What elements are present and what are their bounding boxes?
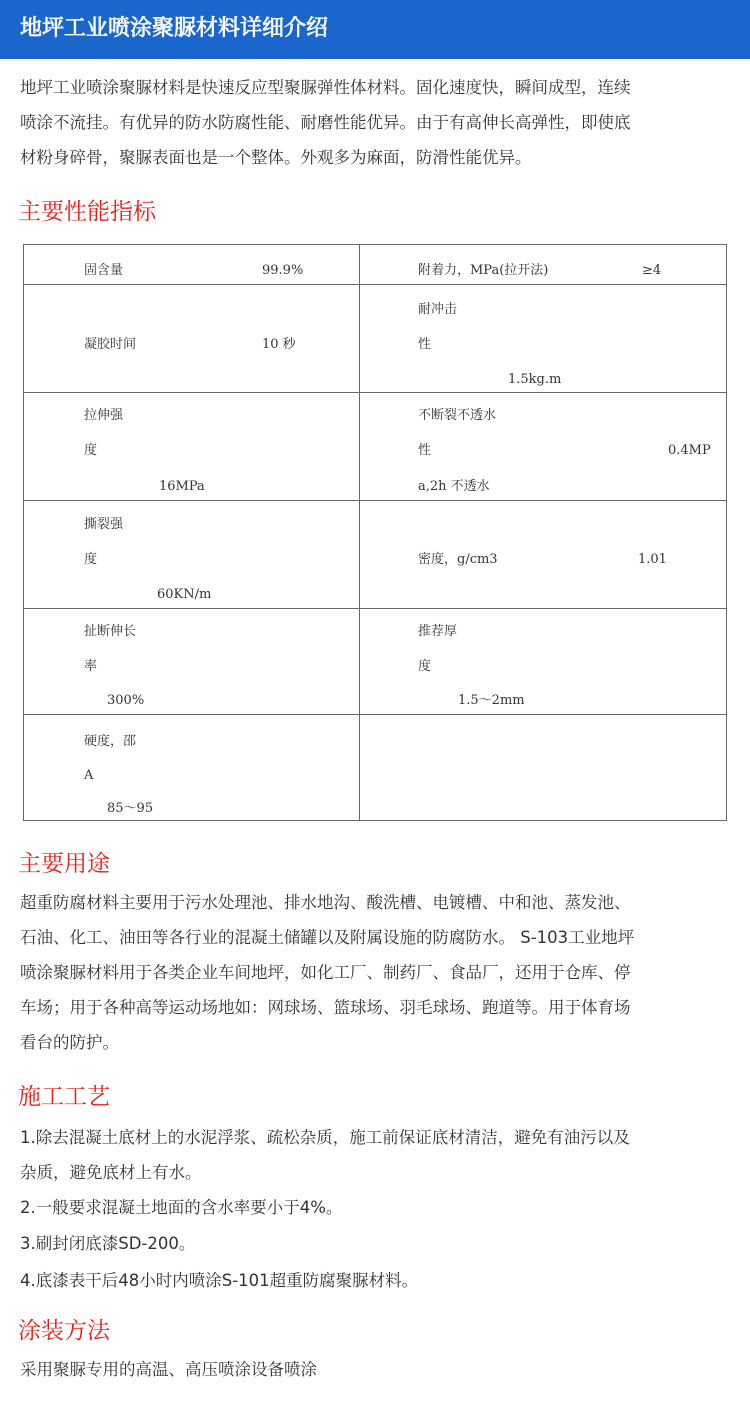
table-row — [24, 285, 727, 393]
usage-line: 喷涂聚脲材料用于各类企业车间地坪，如化工厂、制药厂、食品厂，还用于仓库、停 — [20, 963, 631, 982]
coating-heading: 涂装方法 — [18, 1318, 110, 1344]
spec-cell — [24, 715, 360, 821]
spec-cell — [24, 285, 360, 393]
intro-line: 喷涂不流挂。有优异的防水防腐性能、耐磨性能优异。由于有高伸长高弹性，即使底 — [20, 113, 631, 132]
spec-value: 99.9% — [262, 263, 304, 278]
spec-table — [23, 244, 727, 821]
table-row — [24, 501, 727, 609]
coating-text: 采用聚脲专用的高温、高压喷涂设备喷涂 — [20, 1360, 317, 1379]
spec-label: 不断裂不透水 — [418, 408, 497, 423]
spec-cell — [24, 501, 360, 609]
process-step: 4.底漆表干后48小时内喷涂S-101超重防腐聚脲材料。 — [20, 1271, 419, 1290]
table-row — [24, 609, 727, 715]
spec-cell — [24, 245, 360, 285]
spec-label: A — [84, 768, 94, 783]
usage-line: 车场；用于各种高等运动场地如：网球场、篮球场、羽毛球场、跑道等。用于体育场 — [20, 998, 631, 1017]
spec-value: ≥4 — [642, 263, 662, 278]
spec-value: 10 秒 — [262, 337, 296, 352]
table-row — [24, 715, 727, 821]
spec-cell — [360, 393, 727, 501]
spec-label: a,2h 不透水 — [418, 479, 490, 494]
spec-value: 85～95 — [107, 801, 154, 816]
spec-label: 率 — [84, 659, 98, 674]
spec-value: 1.01 — [638, 552, 667, 567]
header-bar — [0, 0, 750, 59]
spec-label: 拉伸强 — [84, 408, 124, 423]
intro-line: 材粉身碎骨，聚脲表面也是一个整体。外观多为麻面，防滑性能优异。 — [20, 148, 532, 167]
usage-line: 看台的防护。 — [20, 1033, 119, 1052]
usage-heading: 主要用途 — [18, 851, 110, 877]
spec-label: 凝胶时间 — [84, 337, 137, 352]
spec-value: 0.4MP — [668, 443, 711, 458]
spec-label: 附着力，MPa(拉开法) — [418, 263, 549, 278]
process-step: 杂质，避免底材上有水。 — [20, 1163, 202, 1182]
usage-line: 超重防腐材料主要用于污水处理池、排水地沟、酸洗槽、电镀槽、中和池、蒸发池、 — [20, 893, 631, 912]
spec-cell — [360, 245, 727, 285]
process-step: 3.刷封闭底漆SD-200。 — [20, 1234, 196, 1253]
spec-cell — [360, 609, 727, 715]
spec-label: 度 — [84, 443, 98, 458]
spec-label: 度 — [418, 659, 432, 674]
spec-label: 撕裂强 — [84, 517, 124, 532]
intro-line: 地坪工业喷涂聚脲材料是快速反应型聚脲弹性体材料。固化速度快，瞬间成型，连续 — [20, 78, 631, 97]
specs-heading: 主要性能指标 — [18, 199, 156, 225]
spec-label: 耐冲击 — [418, 302, 458, 317]
usage-line: 石油、化工、油田等各行业的混凝土储罐以及附属设施的防腐防水。 S-103工业地坪 — [20, 928, 635, 947]
spec-cell — [24, 393, 360, 501]
spec-label: 度 — [84, 552, 98, 567]
spec-value: 60KN/m — [157, 587, 212, 602]
spec-value: 300% — [107, 693, 145, 708]
table-row — [24, 245, 727, 285]
process-heading: 施工工艺 — [18, 1084, 110, 1110]
spec-value: 1.5～2mm — [458, 693, 525, 708]
spec-value: 1.5kg.m — [508, 372, 562, 387]
spec-cell — [360, 285, 727, 393]
spec-label: 性 — [418, 337, 432, 352]
spec-label: 固含量 — [84, 263, 124, 278]
spec-label: 推荐厚 — [418, 624, 458, 639]
spec-cell — [24, 609, 360, 715]
spec-label: 硬度，邵 — [84, 734, 137, 749]
spec-label: 密度，g/cm3 — [418, 552, 498, 567]
process-step: 2.一般要求混凝土地面的含水率要小于4%。 — [20, 1198, 343, 1217]
spec-value: 16MPa — [159, 479, 205, 494]
spec-label: 扯断伸长 — [84, 624, 137, 639]
spec-cell-empty — [360, 715, 727, 821]
spec-cell — [360, 501, 727, 609]
page-title: 地坪工业喷涂聚脲材料详细介绍 — [20, 16, 329, 41]
spec-label: 性 — [418, 443, 432, 458]
table-row — [24, 393, 727, 501]
process-step: 1.除去混凝土底材上的水泥浮浆、疏松杂质，施工前保证底材清洁，避免有油污以及 — [20, 1128, 630, 1147]
